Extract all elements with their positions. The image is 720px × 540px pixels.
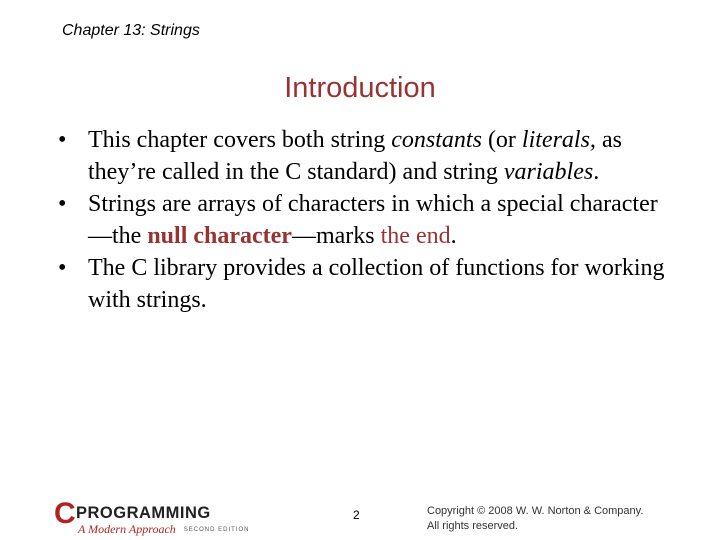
copyright-notice <box>427 504 643 534</box>
logo-wordmark: PROGRAMMING <box>76 504 211 522</box>
emphasis-text: constants <box>391 127 482 153</box>
bullet-text: . <box>450 223 457 249</box>
bullet-item <box>56 124 676 188</box>
bullet-text: (or <box>481 127 522 153</box>
slide-title <box>0 72 720 105</box>
page-number: 2 <box>353 508 360 522</box>
bullet-text: Strings are arrays of characters in which a special character—the <box>88 191 658 249</box>
bullet-dot: • <box>58 255 67 281</box>
bullet-item <box>56 252 676 316</box>
copyright-line: All rights reserved. <box>427 520 519 532</box>
bullet-text: The C library provides a collection of functions for working with strings. <box>88 255 665 313</box>
book-logo <box>54 497 266 540</box>
bullet-text: —marks <box>291 223 381 249</box>
logo-letter: C <box>54 497 76 530</box>
bullet-text: as they’re called in the C standard) and string <box>88 127 622 185</box>
bullet-dot: • <box>58 191 67 217</box>
emphasis-text: literals, <box>521 127 596 153</box>
bullet-text: . <box>593 159 600 185</box>
logo-subtitle <box>78 522 249 537</box>
highlight-text: the end <box>380 223 451 249</box>
bullet-text: This chapter covers both string <box>88 127 392 153</box>
logo-subtitle-text: A Modern Approach <box>78 522 176 536</box>
emphasis-text: variables <box>503 159 594 185</box>
bullet-list <box>56 124 676 316</box>
bullet-item <box>56 188 676 252</box>
slide-title-text: Introduction <box>284 72 436 104</box>
copyright-line: Copyright © 2008 W. W. Norton & Company. <box>427 505 644 517</box>
bullet-dot: • <box>58 127 67 153</box>
highlight-text: null character <box>147 223 292 249</box>
logo-edition: SECOND EDITION <box>183 527 250 534</box>
chapter-header: Chapter 13: Strings <box>62 22 200 39</box>
